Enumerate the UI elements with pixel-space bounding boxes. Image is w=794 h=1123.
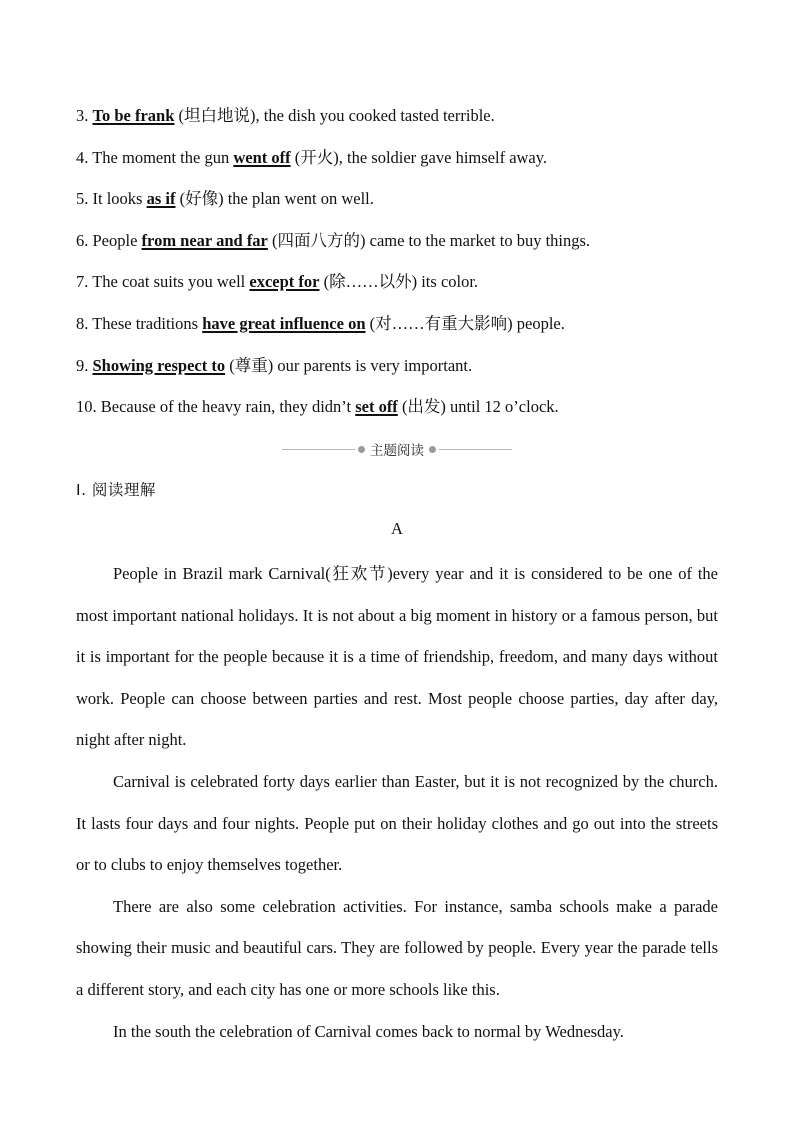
exercise-text-before: Because of the heavy rain, they didn’t (100, 397, 356, 417)
exercise-number: 10. (76, 397, 97, 417)
exercise-item-3 (76, 100, 736, 142)
passage-label: A (391, 519, 403, 538)
divider-line-left (282, 449, 355, 450)
exercise-item-5 (76, 183, 736, 225)
exercise-item-9 (76, 350, 736, 392)
exercise-text-after: (四面八方的) came to the market to buy things. (267, 230, 591, 250)
passage-paragraph-1: People in Brazil mark Carnival(狂欢节)every year and it is considered to be one of the most important national holidays. It is not about a big moment in history or a famous person, but it is important for the people because it is a time of friendship, freedom, and many days without work. People can choose between parties and rest. Most people choose parties, day after day, night after night. (76, 564, 718, 750)
section-divider (282, 438, 512, 460)
exercise-item-7 (76, 266, 736, 308)
divider-dot-right (429, 446, 436, 453)
exercise-text-before: The coat suits you well (92, 272, 250, 292)
exercise-text-after: (坦白地说), the dish you cooked tasted terrible. (174, 106, 495, 125)
exercise-item-4 (76, 142, 736, 184)
exercise-list (76, 100, 736, 433)
exercise-item-8 (76, 308, 736, 350)
reading-passage (76, 553, 718, 1052)
exercise-number: 8. (76, 313, 89, 333)
passage-paragraph-2: Carnival is celebrated forty days earlier than Easter, but it is not recognized by the church. It lasts four days and four nights. People put on their holiday clothes and go out into the streets or to clubs to enjoy themselves together. (76, 771, 718, 875)
exercise-text-after: (出发) until 12 o’clock. (397, 397, 559, 417)
exercise-number: 5. (76, 189, 89, 209)
exercise-answer: set off (355, 397, 398, 417)
exercise-answer: To be frank (92, 106, 175, 125)
exercise-text-after: (对……有重大影响) people. (365, 313, 565, 333)
exercise-text-before: These traditions (92, 313, 203, 333)
exercise-answer: except for (249, 272, 320, 292)
exercise-item-6 (76, 225, 736, 267)
passage-paragraph-4: In the south the celebration of Carnival comes back to normal by Wednesday. (113, 1021, 624, 1041)
exercise-text-before: The moment the gun (92, 147, 234, 167)
divider-dot-left (358, 446, 365, 453)
section-title: 主题阅读 (370, 443, 424, 459)
exercise-number: 3. (76, 106, 89, 125)
passage-paragraph-3: There are also some celebration activities. For instance, samba schools make a parade showing their music and beautiful cars. They are followed by people. Every year the parade tells a different story, and each city has one or more schools like this. (76, 896, 718, 999)
exercise-number: 9. (76, 355, 89, 375)
exercise-answer: as if (146, 189, 176, 209)
exercise-answer: Showing respect to (92, 355, 226, 375)
exercise-text-before: It looks (92, 189, 147, 209)
exercise-text-after: (好像) the plan went on well. (175, 189, 374, 209)
exercise-text-after: (开火), the soldier gave himself away. (290, 147, 548, 167)
part-heading: Ⅰ. 阅读理解 (76, 481, 156, 499)
exercise-item-10 (76, 391, 736, 433)
divider-line-right (439, 449, 512, 450)
exercise-answer: went off (233, 147, 291, 167)
exercise-text-after: (尊重) our parents is very important. (225, 355, 473, 375)
exercise-answer: have great influence on (202, 313, 366, 333)
exercise-number: 4. (76, 147, 89, 167)
exercise-number: 7. (76, 272, 89, 292)
exercise-number: 6. (76, 230, 89, 250)
exercise-text-after: (除……以外) its color. (319, 272, 479, 292)
exercise-answer: from near and far (141, 230, 268, 250)
exercise-text-before: People (92, 230, 142, 250)
